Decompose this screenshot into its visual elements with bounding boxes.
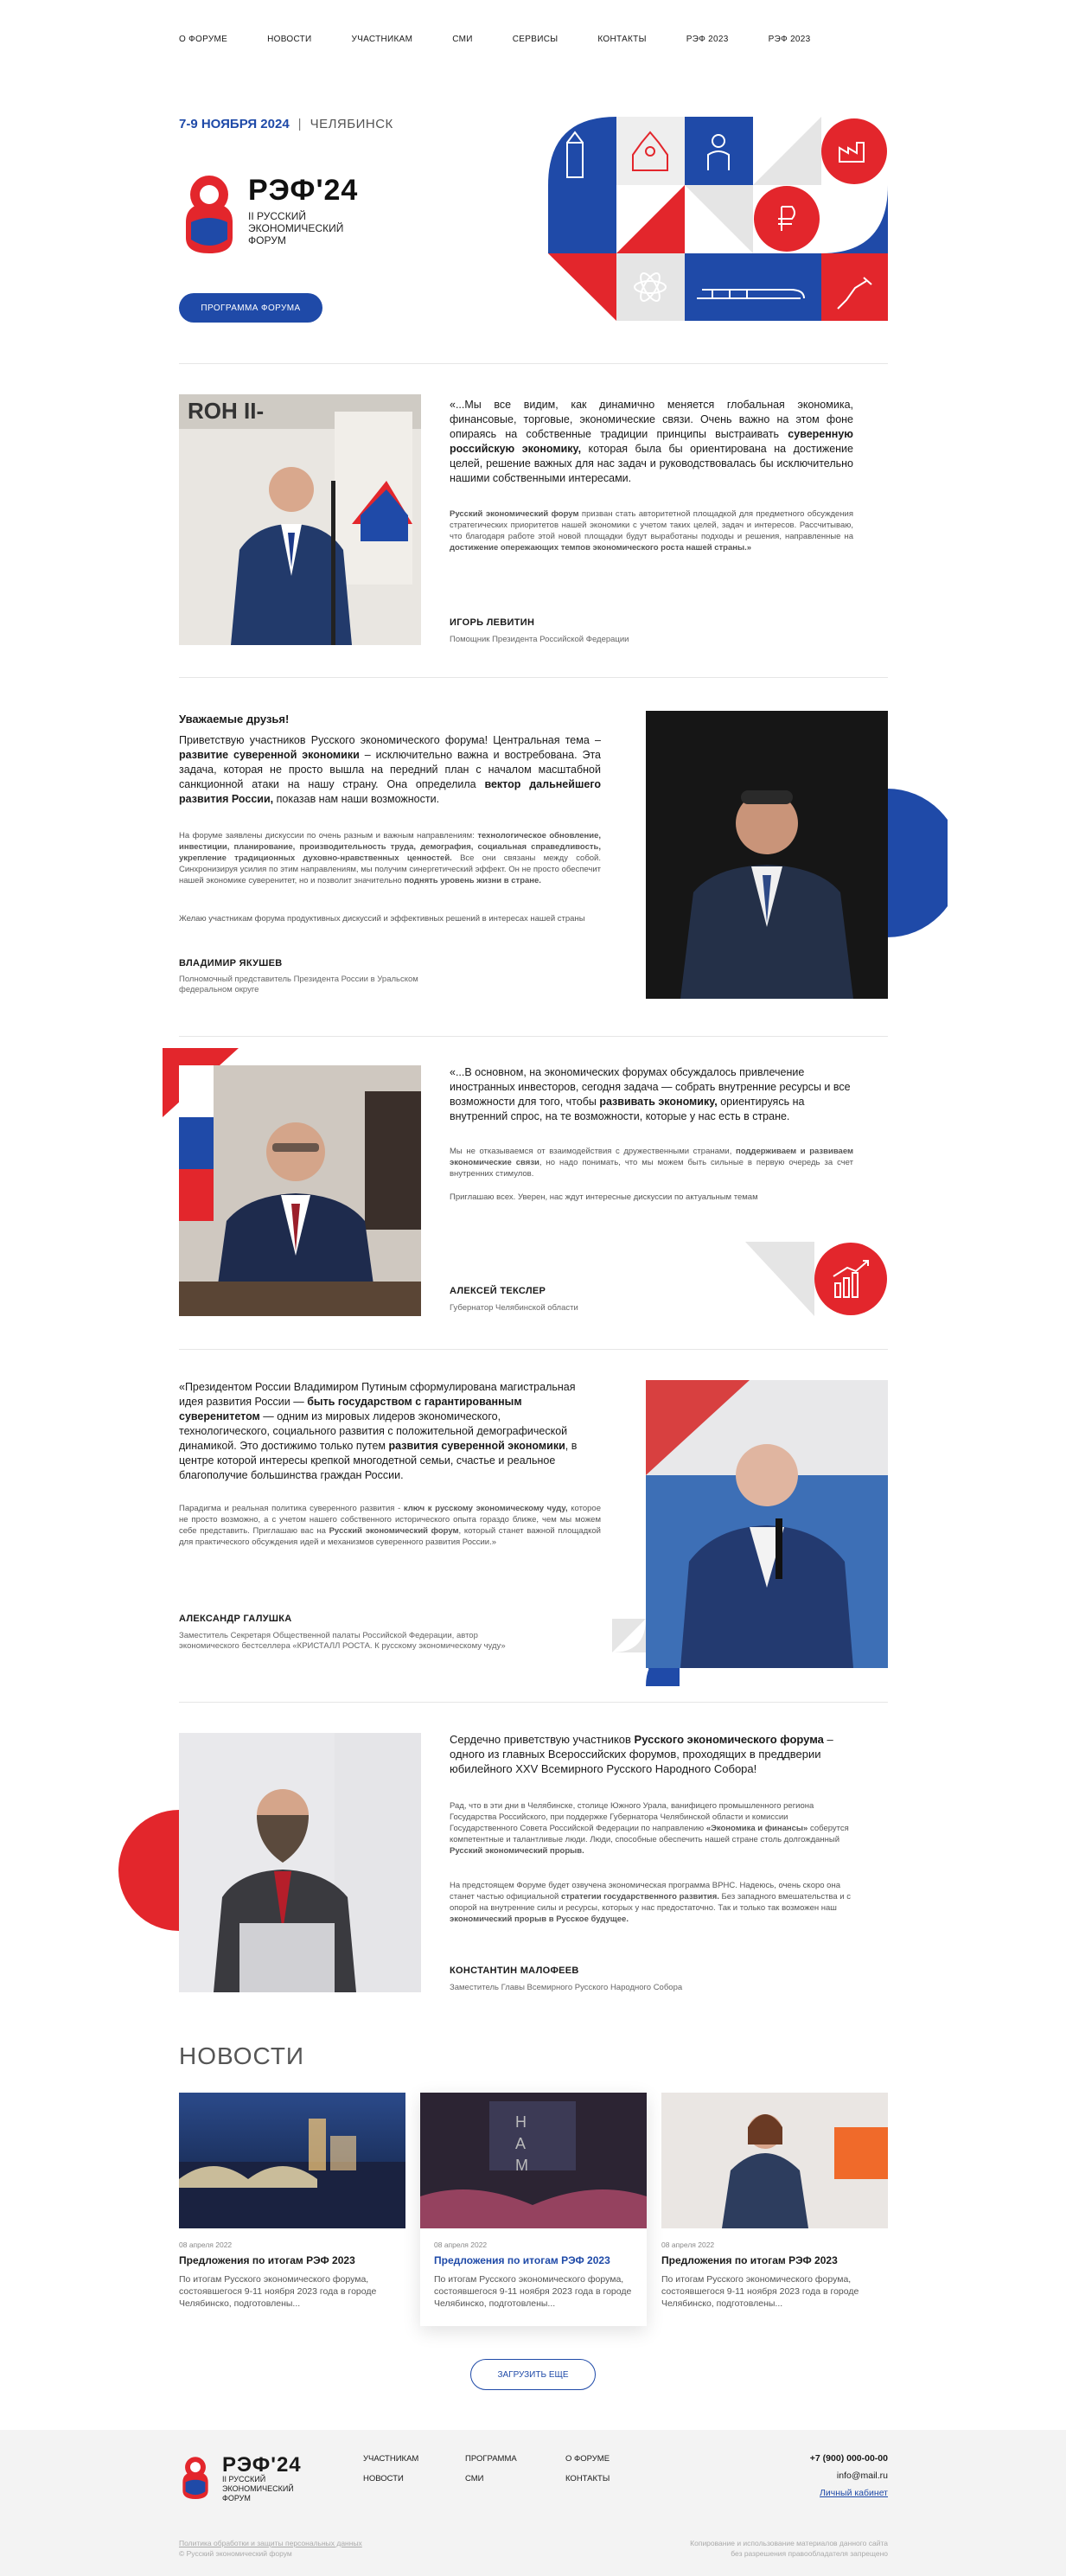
copyright: © Русский экономический форум (179, 2549, 292, 2558)
nav-about[interactable]: О ФОРУМЕ (179, 35, 228, 44)
matryoshka-icon (179, 2452, 212, 2501)
quote-note: Русский экономический форум призван стать авторитетной площадкой для предметного обсуждения стратегических приоритетов нашей экономики с учетом таких целей, задач и интересов. Рассчитываю, что благодаря работе этой новой площадки будут выработаны подходы и решения, направленные на достижение опережающих темпов экономического роста нашей страны.» (450, 509, 854, 553)
logo-subtitle (248, 210, 343, 246)
personal-account-link[interactable]: Личный кабинет (820, 2488, 888, 2498)
footer-link-program[interactable]: ПРОГРАММА (465, 2454, 517, 2464)
footer-link-news[interactable]: НОВОСТИ (363, 2474, 404, 2483)
footer-copyright-note: Копирование и использование материалов данного сайта без разрешения правообладателя запрещено (690, 2539, 888, 2558)
quote-text: «Президентом России Владимиром Путиным сформулирована магистральная идея развития России — быть государством с гарантированным суверенитетом — одним из мировых лидеров экономического, технологического, социального развития с положительной демографической динамикой. Это достижимо только путем развития суверенной экономики, в центре которой интересы крепкой многодетной семьи, счастье и реальное благополучие большинства граждан России. (179, 1381, 578, 1481)
speaker-position: Полномочный представитель Президента России в Уральском федеральном округе (179, 975, 418, 994)
quote-text: Сердечно приветствую участников Русского экономического форума – одного из главных Всероссийских форумов, проходящих в преддверии юбилейного XXV Всемирного Русского Народного Собора! (450, 1733, 833, 1775)
top-nav (179, 35, 851, 44)
logo-sub-line: II РУССКИЙ (248, 210, 306, 222)
decor-blue-semicircle (887, 789, 948, 937)
footer-links-col2 (465, 2454, 517, 2494)
footer-link-contacts[interactable]: КОНТАКТЫ (565, 2474, 610, 2483)
divider (179, 363, 888, 364)
divider (179, 677, 888, 678)
footer-link-about[interactable]: О ФОРУМЕ (565, 2454, 610, 2464)
news-date: 08 апреля 2022 (179, 2240, 233, 2249)
speaker-position: Заместитель Секретаря Общественной палаты Российской Федерации, автор экономического бестселлера «КРИСТАЛЛ РОСТА. К русскому экономическому чуду» (179, 1631, 506, 1651)
quote-note: Желаю участникам форума продуктивных дискуссий и эффективных решений в интересах нашей страны (179, 914, 585, 924)
quote-text: «...В основном, на экономических форумах обсуждалось привлечение иностранных инвесторов, сегодня задача — собрать внутренние ресурсы и все возможности для того, чтобы развивать экономику, ориентируясь на внутренний спрос, на те возможности, которые у нас есть в стране. (450, 1066, 851, 1122)
news-image (420, 2093, 647, 2228)
matryoshka-icon (179, 169, 239, 255)
news-date: 08 апреля 2022 (661, 2240, 715, 2249)
quote-note: На форуме заявлены дискуссии по очень разным и важным направлениям: технологическое обновление, инвестиции, планирование, производительность труда, демография, социальная справедливость, укрепление традиционных духовно-нравственных ценностей. Все они связаны между собой. Синхронизируя усилия по этим направлениям, мы получим синергетический эффект. Он не просто обеспечит нашей экономике суверенитет, но и позволит значительно поднять уровень жизни в стране. (179, 831, 602, 885)
growth-chart-icon (745, 1242, 888, 1316)
nav-news[interactable]: НОВОСТИ (267, 35, 312, 44)
speaker-photo (179, 1733, 421, 1992)
quote-note: Рад, что в эти дни в Челябинске, столице Южного Урала, ванифицего промышленного региона Государства Российского, при поддержке Губернатора Челябинской области и комиссии Государственного Совета Российской Федерации по направлению «Экономика и финансы» соберутся компетентные и талантливые люди. Люди, способные обеспечить нашей стране столь долгожданный Русский экономический прорыв. (450, 1801, 849, 1856)
speaker-position: Губернатор Челябинской области (450, 1303, 578, 1313)
svg-text:RОН II-: RОН II- (188, 398, 265, 424)
speaker-name: АЛЕКСАНДР ГАЛУШКА (179, 1614, 292, 1624)
news-card[interactable] (420, 2093, 647, 2326)
news-image (179, 2093, 405, 2228)
quote-text: «...Мы все видим, как динамично меняется глобальная экономика, финансовые, торговые, экономические связи. Очень важно на этом фоне опираясь на собственные традиции принципы выстраивать суверенную российскую экономику, которая была бы ориентирована на достижение целей, решение важных для нас задач и руководствовалась бы исключительно нашими собственными интересами. (450, 399, 853, 484)
logo-sub-line: ФОРУМ (248, 234, 286, 246)
logo-sub-line: ЭКОНОМИЧЕСКИЙ (248, 222, 344, 234)
greeting-heading: Уважаемые друзья! (179, 713, 290, 725)
svg-text:Н: Н (515, 2113, 527, 2131)
news-title[interactable]: Предложения по итогам РЭФ 2023 (661, 2254, 838, 2266)
program-button[interactable]: ПРОГРАММА ФОРУМА (179, 293, 322, 323)
speaker-photo (179, 1065, 421, 1316)
load-more-button[interactable]: ЗАГРУЗИТЬ ЕЩЕ (470, 2359, 596, 2390)
news-excerpt: По итогам Русского экономического форума, состоявшегося 9-11 ноября 2023 года в городе Челябинско, подготовлены... (179, 2274, 377, 2309)
footer-phone[interactable]: +7 (900) 000-00-00 (809, 2453, 888, 2464)
footer-links-col1 (363, 2454, 418, 2494)
speaker-position: Заместитель Главы Всемирного Русского Народного Собора (450, 1983, 683, 1992)
quote-note: Парадигма и реальная политика суверенного развития - ключ к русскому экономическому чуду, которое не просто возможно, а с учетом нашего собственного исторического опыта гораздо ближе, чем мы можем себе представить. Приглашаю вас на Русский экономический форум, который станет важной площадкой для практического обсуждения идей и механизмов суверенного развития России.» (179, 1504, 601, 1547)
quote-note: На предстоящем Форуме будет озвучена экономическая программа ВРНС. Надеюсь, очень скоро она станет частью официальной стратегии государственного развития. Без западного вмешательства и с опорой на внутренние силы и ресурсы, которых у нас предостаточно. Так и только так возможен наш экономический прорыв в Русское будущее. (450, 1881, 851, 1924)
nav-ref2023-b[interactable]: РЭФ 2023 (768, 35, 811, 44)
svg-text:А: А (515, 2135, 527, 2152)
svg-text:М: М (515, 2157, 528, 2174)
nav-participants[interactable]: УЧАСТНИКАМ (351, 35, 413, 44)
speaker-photo (646, 1380, 888, 1668)
footer (0, 2430, 1066, 2576)
logo-title: РЭФ'24 (248, 174, 359, 207)
speaker-name: ВЛАДИМИР ЯКУШЕВ (179, 958, 283, 968)
news-title[interactable]: Предложения по итогам РЭФ 2023 (434, 2254, 610, 2266)
divider (179, 1036, 888, 1037)
event-city: ЧЕЛЯБИНСК (310, 117, 393, 131)
speaker-photo (179, 394, 421, 645)
footer-email[interactable]: info@mail.ru (836, 2471, 888, 2481)
news-heading: НОВОСТИ (179, 2042, 305, 2069)
nav-services[interactable]: СЕРВИСЫ (512, 35, 559, 44)
nav-media[interactable]: СМИ (452, 35, 473, 44)
speaker-name: КОНСТАНТИН МАЛОФЕЕВ (450, 1966, 579, 1976)
news-date: 08 апреля 2022 (434, 2240, 488, 2249)
speaker-position: Помощник Президента Российской Федерации (450, 635, 629, 644)
event-date: 7-9 НОЯБРЯ 2024 (179, 117, 290, 131)
footer-contacts (810, 2450, 888, 2502)
speaker-photo (646, 711, 888, 999)
speaker-name: АЛЕКСЕЙ ТЕКСЛЕР (450, 1286, 546, 1296)
speaker-name: ИГОРЬ ЛЕВИТИН (450, 617, 535, 628)
quote-text: Приветствую участников Русского экономического форума! Центральная тема – развитие суверенной экономики – исключительно важна и востребована. Эта задача, которая не просто вышла на передний план с началом масштабной санкционной атаки на нашу страну. Она определила вектор дальнейшего развития России, показав нам наши возможности. (179, 734, 601, 805)
news-card[interactable] (179, 2093, 405, 2326)
news-excerpt: По итогам Русского экономического форума, состоявшегося 9-11 ноября 2023 года в городе Челябинско, подготовлены... (661, 2274, 859, 2309)
divider (179, 1702, 888, 1703)
privacy-policy-link[interactable]: Политика обработки и защиты персональных данных (179, 2539, 362, 2547)
quote-note: Приглашаю всех. Уверен, нас ждут интересные дискуссии по актуальным темам (450, 1192, 758, 1202)
news-excerpt: По итогам Русского экономического форума, состоявшегося 9-11 ноября 2023 года в городе Челябинско, подготовлены... (434, 2274, 632, 2309)
quote-note: Мы не отказываемся от взаимодействия с дружественными странами, поддерживаем и развиваем экономические связи, но надо понимать, что мы можем быть сильные в первую очередь за счет внутренних стимулов. (450, 1147, 854, 1179)
decor-red-semicircle (118, 1810, 179, 1931)
footer-link-media[interactable]: СМИ (465, 2474, 484, 2483)
nav-ref2023-a[interactable]: РЭФ 2023 (686, 35, 729, 44)
hero-mosaic (548, 117, 888, 321)
footer-link-participants[interactable]: УЧАСТНИКАМ (363, 2454, 419, 2464)
divider (179, 1349, 888, 1350)
forum-logo[interactable] (179, 169, 395, 255)
hero-date: 7-9 НОЯБРЯ 2024 | ЧЕЛЯБИНСК (179, 117, 393, 131)
footer-logo-title[interactable]: РЭФ'24 (222, 2453, 302, 2477)
nav-contacts[interactable]: КОНТАКТЫ (597, 35, 647, 44)
news-card[interactable] (661, 2093, 888, 2326)
news-image (661, 2093, 888, 2228)
footer-logo-subtitle: II РУССКИЙ ЭКОНОМИЧЕСКИЙ ФОРУМ (222, 2475, 294, 2502)
footer-links-col3 (565, 2454, 610, 2494)
footer-legal (179, 2538, 362, 2559)
news-title[interactable]: Предложения по итогам РЭФ 2023 (179, 2254, 355, 2266)
